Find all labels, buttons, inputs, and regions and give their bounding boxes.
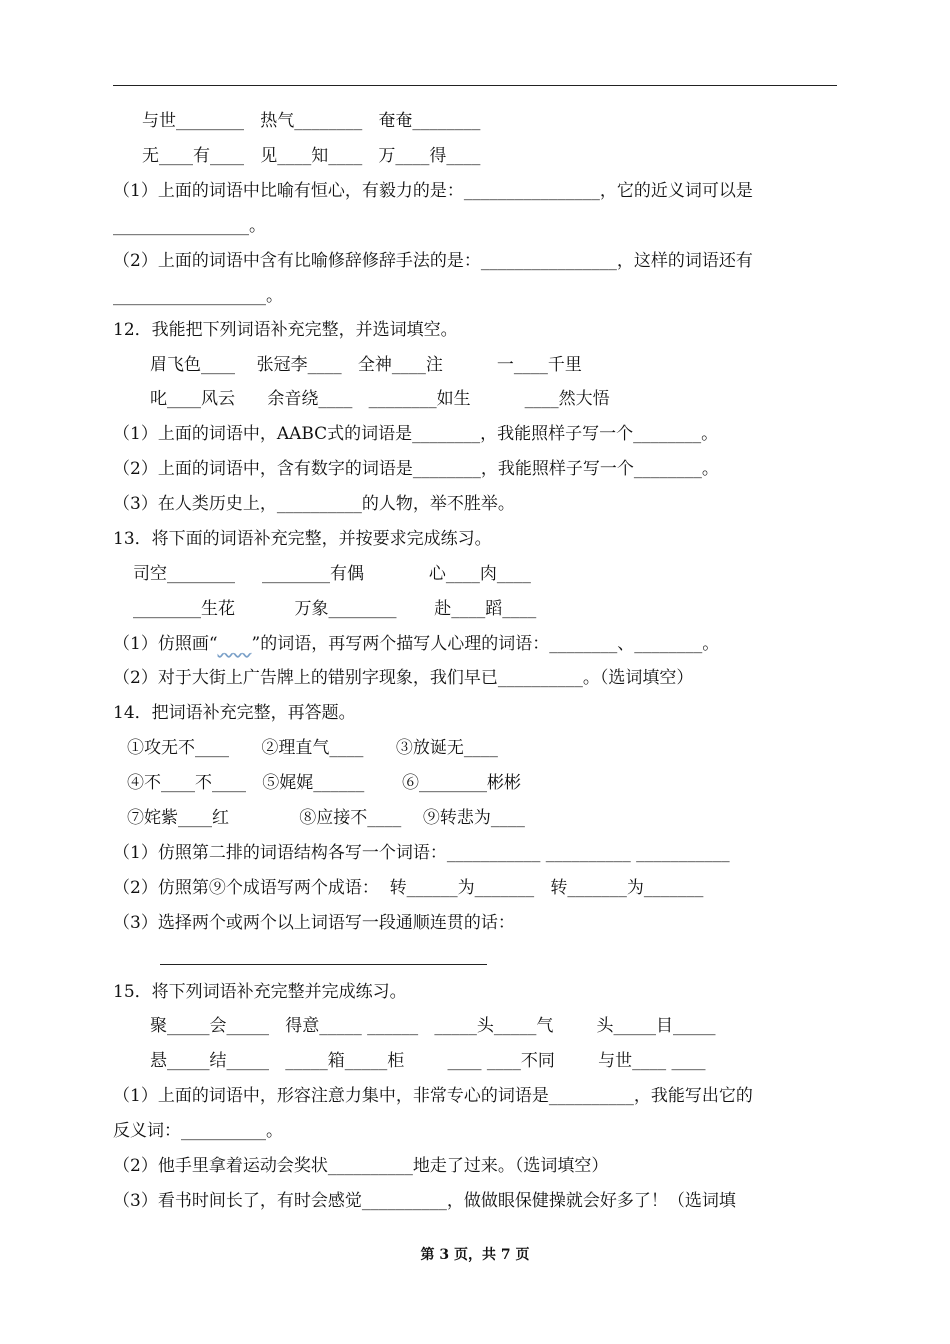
question-13-title: 13．将下面的词语补充完整，并按要求完成练习。 [113,529,492,549]
text-line: 聚_____会_____ 得意_____ ______ _____头_____气 头_____目_____ [150,1016,716,1036]
text-line: ⑦姹紫____红 ⑧应接不____ ⑨转悲为____ [127,808,525,828]
text-line: （3）看书时间长了，有时会感觉__________，做做眼保健操就会好多了！（选词填 [113,1191,736,1211]
page-footer: 第 3 页，共 7 页 [420,1247,530,1263]
header-rule [113,85,837,86]
text-line: （1）上面的词语中，AABC式的词语是________，我能照样子写一个________。 [113,424,719,444]
question-15-title: 15．将下列词语补充完整并完成练习。 [113,982,407,1002]
text-line: 反义词：__________。 [113,1121,283,1141]
answer-line [160,964,487,965]
text-line: 悬_____结_____ _____箱_____柜 ____ ____不同 与世____ ____ [150,1051,706,1071]
text-span: ”的词语，再写两个描写人心理的词语：________、________。 [251,634,720,654]
text-line: 眉飞色____ 张冠李____ 全神____注 一____千里 [150,355,582,375]
text-line: （3）在人类历史上，__________的人物，举不胜举。 [113,494,515,514]
wavy-example: ____ [217,634,252,654]
text-line: （2）他手里拿着运动会奖状__________地走了过来。（选词填空） [113,1156,609,1176]
text-line: （3）选择两个或两个以上词语写一段通顺连贯的话： [113,913,515,933]
text-span: （1）仿照画“ [113,634,218,654]
text-line: ________________。 [113,216,266,236]
text-line: （1）仿照第二排的词语结构各写一个词语：___________ __________ ___________ [113,843,730,863]
text-line: 与世________ 热气________ 奄奄________ [142,111,481,131]
question-14-title: 14．把词语补充完整，再答题。 [113,703,356,723]
text-line: ________生花 万象________ 赴____蹈____ [133,599,537,619]
text-line: （1）上面的词语中，形容注意力集中，非常专心的词语是__________，我能写出它的 [113,1086,753,1106]
text-line: __________________。 [113,286,283,306]
text-line: （1）上面的词语中比喻有恒心，有毅力的是：________________，它的近义词可以是 [113,181,753,201]
text-line: ④不____不____ ⑤娓娓______ ⑥________彬彬 [127,773,522,793]
text-line: 司空________ ________有偶 心____肉____ [133,564,531,584]
text-line [113,632,719,656]
text-line: 无____有____ 见____知____ 万____得____ [142,146,481,166]
text-line: （2）上面的词语中含有比喻修辞修辞手法的是：________________，这样的词语还有 [113,251,753,271]
text-line: ①攻无不____ ②理直气____ ③放诞无____ [127,738,498,758]
text-line: （2）仿照第⑨个成语写两个成语： 转______为_______ 转_______为_______ [113,878,704,898]
text-line: （2）对于大街上广告牌上的错别字现象，我们早已__________。（选词填空） [113,668,694,688]
text-line: 叱____风云 余音绕____ ________如生 ____然大悟 [150,389,610,409]
text-line: （2）上面的词语中，含有数字的词语是________，我能照样子写一个________。 [113,459,719,479]
question-12-title: 12．我能把下列词语补充完整，并选词填空。 [113,320,458,340]
